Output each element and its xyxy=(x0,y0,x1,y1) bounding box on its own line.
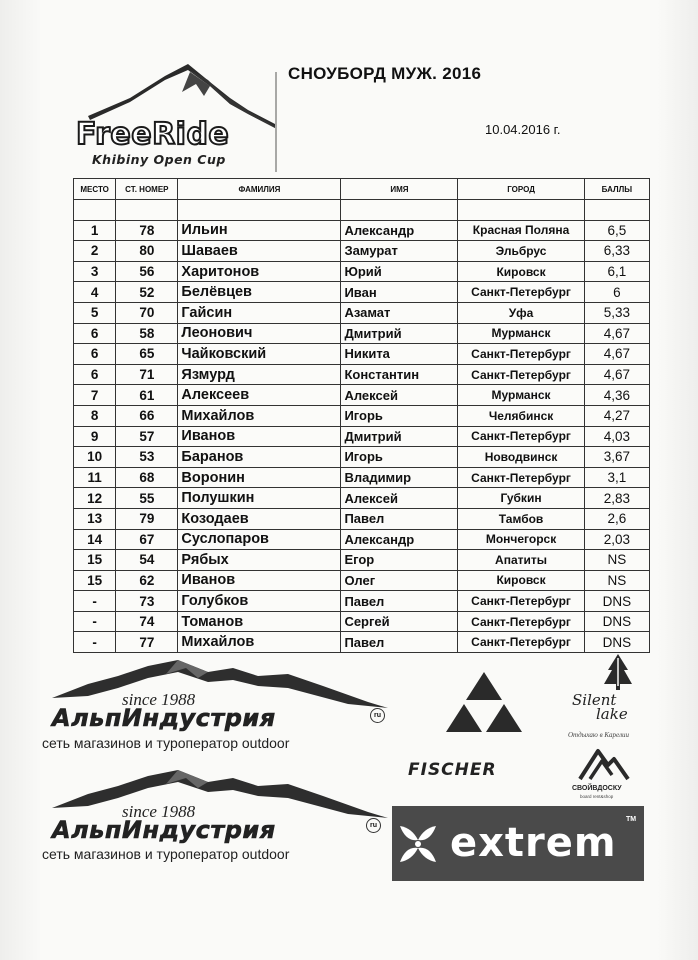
table-row xyxy=(74,364,650,385)
cell-number: 80 xyxy=(116,241,178,262)
cell-place: 15 xyxy=(74,550,116,571)
cell-firstname: Замурат xyxy=(341,241,458,262)
silent-line2: lake xyxy=(596,705,628,723)
cell-place: 7 xyxy=(74,385,116,406)
cell-number: 65 xyxy=(116,344,178,365)
cell-firstname: Алексей xyxy=(341,385,458,406)
cell-city: Кировск xyxy=(458,570,584,591)
cell-points: 2,6 xyxy=(584,508,649,529)
cell-place: 11 xyxy=(74,467,116,488)
extrem-trademark: TM xyxy=(626,816,637,823)
cell-city: Санкт-Петербург xyxy=(458,426,584,447)
cell-number: 66 xyxy=(116,405,178,426)
cell-points: 4,67 xyxy=(584,323,649,344)
table-row xyxy=(74,508,650,529)
cell-lastname: Гайсин xyxy=(178,302,341,323)
table-row xyxy=(74,323,650,344)
cell-firstname: Павел xyxy=(341,591,458,612)
table-row xyxy=(74,385,650,406)
cell-points: 6,1 xyxy=(584,261,649,282)
cell-points: 2,83 xyxy=(584,488,649,509)
extrem-wordmark: extrem xyxy=(450,820,617,866)
cell-lastname: Алексеев xyxy=(178,385,341,406)
cell-firstname: Александр xyxy=(341,529,458,550)
cell-firstname: Игорь xyxy=(341,447,458,468)
alpindustria-since: since 1988 xyxy=(122,802,196,821)
silent-lake-wordmark xyxy=(572,693,642,721)
freeride-subtitle: Khibiny Open Cup xyxy=(92,152,226,167)
extrem-x-icon xyxy=(396,822,440,866)
cell-lastname: Белёвцев xyxy=(178,282,341,303)
cell-firstname: Алексей xyxy=(341,488,458,509)
cell-points: DNS xyxy=(584,591,649,612)
cell-city: Санкт-Петербург xyxy=(458,632,584,653)
cell-city: Губкин xyxy=(458,488,584,509)
results-body xyxy=(74,200,650,653)
cell-points: 3,67 xyxy=(584,447,649,468)
cell-number: 62 xyxy=(116,570,178,591)
cell-city: Апатиты xyxy=(458,550,584,571)
cell-place: 9 xyxy=(74,426,116,447)
cell-city: Санкт-Петербург xyxy=(458,344,584,365)
table-row xyxy=(74,426,650,447)
cell-place: 8 xyxy=(74,405,116,426)
cell-city: Кировск xyxy=(458,261,584,282)
col-place: МЕСТО xyxy=(74,179,116,200)
cell-lastname: Томанов xyxy=(178,611,341,632)
table-row xyxy=(74,344,650,365)
silent-lake-subtitle: Отдыхаю в Карелии xyxy=(568,731,630,739)
cell-points: NS xyxy=(584,550,649,571)
cell-lastname: Рябых xyxy=(178,550,341,571)
svoyadosku-subtitle: board rent&shop xyxy=(580,794,614,799)
alpindustria-logo-2 xyxy=(42,766,398,866)
fischer-triangles-bottom xyxy=(428,670,540,758)
cell-firstname: Игорь xyxy=(341,405,458,426)
cell-number: 79 xyxy=(116,508,178,529)
cell-firstname: Юрий xyxy=(341,261,458,282)
cell-number: 55 xyxy=(116,488,178,509)
table-row xyxy=(74,632,650,653)
cell-firstname: Александр xyxy=(341,220,458,241)
cell-firstname: Азамат xyxy=(341,302,458,323)
alpindustria-name: АльпИндустрия xyxy=(52,704,276,732)
cell-place: 15 xyxy=(74,570,116,591)
table-row xyxy=(74,529,650,550)
cell-number: 70 xyxy=(116,302,178,323)
page-title: СНОУБОРД МУЖ. 2016 xyxy=(288,64,482,83)
col-number: СТ. НОМЕР xyxy=(116,179,178,200)
cell-number: 73 xyxy=(116,591,178,612)
table-row xyxy=(74,550,650,571)
cell-number: 77 xyxy=(116,632,178,653)
cell-place: 10 xyxy=(74,447,116,468)
cell-lastname: Чайковский xyxy=(178,344,341,365)
ru-badge: ru xyxy=(366,818,381,833)
cell-lastname: Михайлов xyxy=(178,405,341,426)
cell-city: Мончегорск xyxy=(458,529,584,550)
cell-points: 4,03 xyxy=(584,426,649,447)
cell-points: 5,33 xyxy=(584,302,649,323)
cell-lastname: Шаваев xyxy=(178,241,341,262)
cell-firstname: Дмитрий xyxy=(341,323,458,344)
cell-points: DNS xyxy=(584,632,649,653)
alpindustria-subtitle: сеть магазинов и туроператор outdoor xyxy=(42,846,290,862)
table-row xyxy=(74,570,650,591)
table-header-row xyxy=(74,179,650,200)
cell-points: 6 xyxy=(584,282,649,303)
cell-place: 4 xyxy=(74,282,116,303)
cell-lastname: Язмурд xyxy=(178,364,341,385)
cell-city: Санкт-Петербург xyxy=(458,282,584,303)
table-row xyxy=(74,241,650,262)
cell-points: 4,67 xyxy=(584,344,649,365)
table-row xyxy=(74,447,650,468)
cell-lastname: Полушкин xyxy=(178,488,341,509)
cell-place: - xyxy=(74,632,116,653)
cell-place: 1 xyxy=(74,220,116,241)
cell-lastname: Воронин xyxy=(178,467,341,488)
cell-points: 4,67 xyxy=(584,364,649,385)
silent-line1: Silent xyxy=(572,691,617,709)
alpindustria-since: since 1988 xyxy=(122,690,196,709)
cell-lastname: Иванов xyxy=(178,426,341,447)
cell-number: 74 xyxy=(116,611,178,632)
col-points: БАЛЛЫ xyxy=(584,179,649,200)
cell-place: 12 xyxy=(74,488,116,509)
freeride-logo xyxy=(70,62,285,174)
cell-points: 4,36 xyxy=(584,385,649,406)
cell-city: Челябинск xyxy=(458,405,584,426)
fischer-wordmark: FISCHER xyxy=(408,760,497,780)
table-row xyxy=(74,488,650,509)
cell-place: 14 xyxy=(74,529,116,550)
cell-place: 6 xyxy=(74,364,116,385)
header-gap xyxy=(74,200,650,221)
cell-firstname: Никита xyxy=(341,344,458,365)
cell-place: 3 xyxy=(74,261,116,282)
cell-number: 56 xyxy=(116,261,178,282)
cell-firstname: Константин xyxy=(341,364,458,385)
cell-points: 4,27 xyxy=(584,405,649,426)
cell-points: NS xyxy=(584,570,649,591)
cell-lastname: Михайлов xyxy=(178,632,341,653)
svoyadosku-mountain-icon xyxy=(576,745,632,783)
cell-number: 68 xyxy=(116,467,178,488)
cell-city: Мурманск xyxy=(458,385,584,406)
cell-number: 71 xyxy=(116,364,178,385)
cell-lastname: Суслопаров xyxy=(178,529,341,550)
cell-place: 6 xyxy=(74,344,116,365)
alpindustria-subtitle: сеть магазинов и туроператор outdoor xyxy=(42,735,290,751)
event-date: 10.04.2016 г. xyxy=(485,122,561,137)
svoyadosku-wordmark: СВОЙВДОСКУ xyxy=(572,785,622,792)
table-row xyxy=(74,282,650,303)
ru-badge: ru xyxy=(370,708,385,723)
cell-lastname: Иванов xyxy=(178,570,341,591)
cell-lastname: Харитонов xyxy=(178,261,341,282)
cell-firstname: Егор xyxy=(341,550,458,571)
table-row xyxy=(74,302,650,323)
cell-number: 67 xyxy=(116,529,178,550)
alpindustria-name: АльпИндустрия xyxy=(52,816,276,844)
cell-place: 6 xyxy=(74,323,116,344)
cell-city: Эльбрус xyxy=(458,241,584,262)
cell-points: 3,1 xyxy=(584,467,649,488)
alpindustria-logo-1 xyxy=(42,656,398,756)
cell-points: 2,03 xyxy=(584,529,649,550)
table-row xyxy=(74,405,650,426)
cell-city: Новодвинск xyxy=(458,447,584,468)
cell-points: 6,33 xyxy=(584,241,649,262)
cell-lastname: Козодаев xyxy=(178,508,341,529)
cell-number: 58 xyxy=(116,323,178,344)
cell-lastname: Ильин xyxy=(178,220,341,241)
cell-number: 61 xyxy=(116,385,178,406)
cell-lastname: Баранов xyxy=(178,447,341,468)
cell-number: 54 xyxy=(116,550,178,571)
cell-city: Красная Поляна xyxy=(458,220,584,241)
cell-firstname: Павел xyxy=(341,632,458,653)
cell-place: 2 xyxy=(74,241,116,262)
cell-number: 78 xyxy=(116,220,178,241)
cell-points: 6,5 xyxy=(584,220,649,241)
cell-place: 5 xyxy=(74,302,116,323)
cell-city: Тамбов xyxy=(458,508,584,529)
cell-city: Санкт-Петербург xyxy=(458,467,584,488)
tree-icon xyxy=(598,652,638,692)
table-row xyxy=(74,611,650,632)
cell-firstname: Иван xyxy=(341,282,458,303)
cell-firstname: Дмитрий xyxy=(341,426,458,447)
cell-number: 53 xyxy=(116,447,178,468)
cell-place: 13 xyxy=(74,508,116,529)
cell-lastname: Леонович xyxy=(178,323,341,344)
col-city: ГОРОД xyxy=(458,179,584,200)
cell-firstname: Олег xyxy=(341,570,458,591)
cell-city: Уфа xyxy=(458,302,584,323)
table-row xyxy=(74,591,650,612)
cell-number: 52 xyxy=(116,282,178,303)
freeride-title: FreeRide xyxy=(76,117,230,152)
cell-lastname: Голубков xyxy=(178,591,341,612)
cell-city: Санкт-Петербург xyxy=(458,611,584,632)
cell-city: Санкт-Петербург xyxy=(458,591,584,612)
table-row xyxy=(74,220,650,241)
cell-city: Санкт-Петербург xyxy=(458,364,584,385)
cell-firstname: Сергей xyxy=(341,611,458,632)
results-table xyxy=(73,178,650,653)
cell-place: - xyxy=(74,611,116,632)
cell-number: 57 xyxy=(116,426,178,447)
cell-firstname: Павел xyxy=(341,508,458,529)
table-row xyxy=(74,467,650,488)
cell-city: Мурманск xyxy=(458,323,584,344)
col-lastname: ФАМИЛИЯ xyxy=(178,179,341,200)
col-firstname: ИМЯ xyxy=(341,179,458,200)
cell-place: - xyxy=(74,591,116,612)
cell-firstname: Владимир xyxy=(341,467,458,488)
cell-points: DNS xyxy=(584,611,649,632)
table-row xyxy=(74,261,650,282)
